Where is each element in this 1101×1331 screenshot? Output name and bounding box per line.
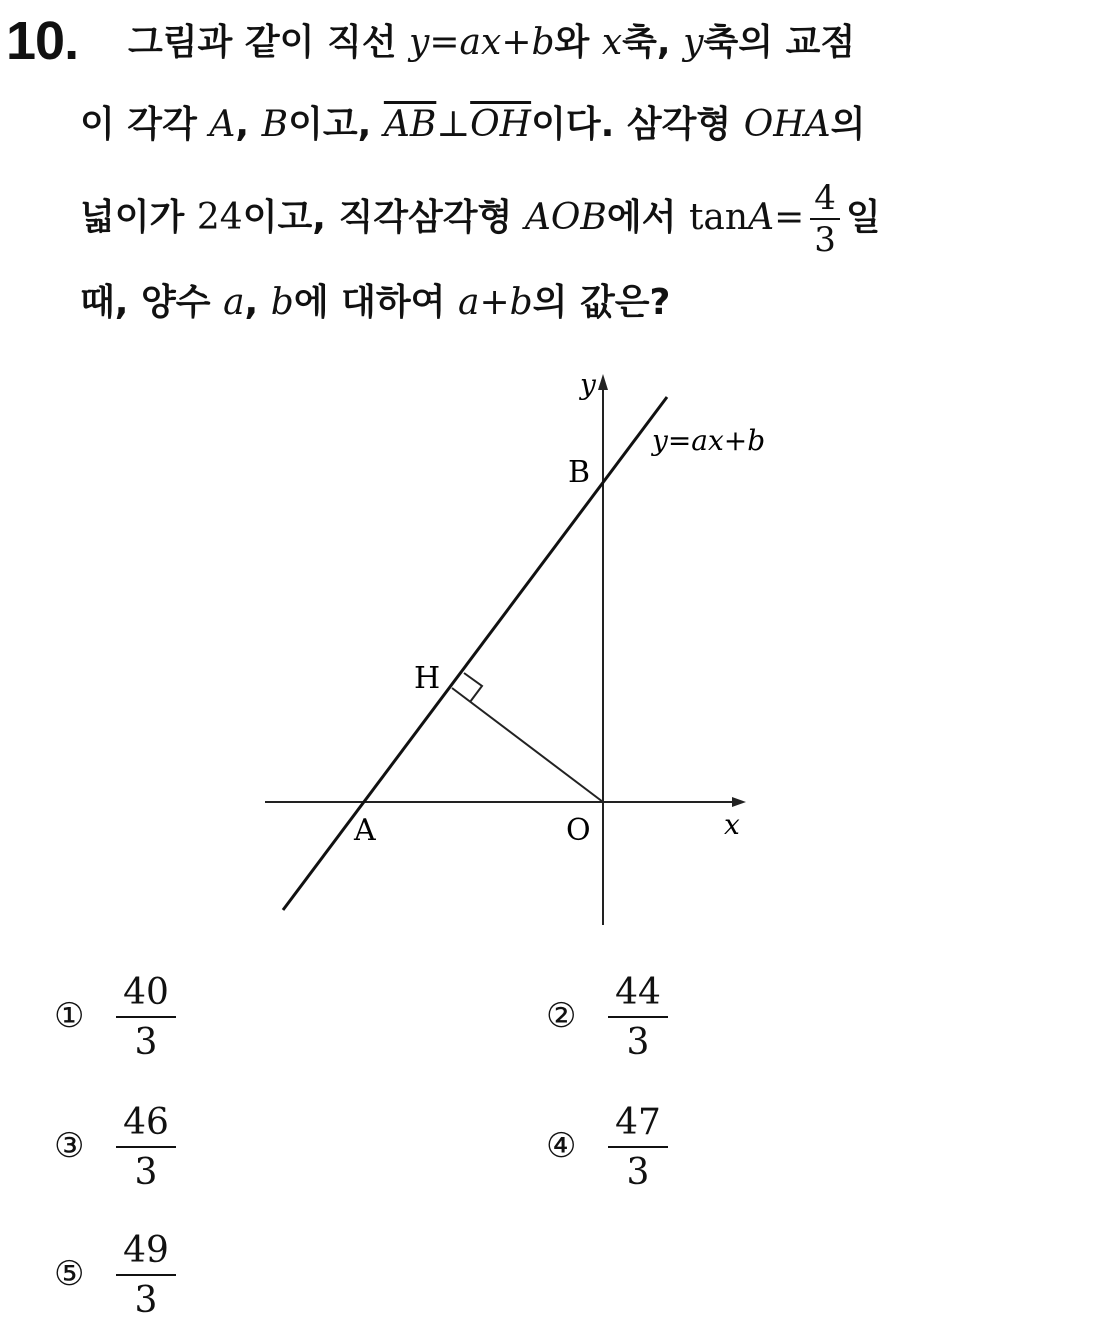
point-b-label: B bbox=[568, 455, 591, 490]
choice-fraction bbox=[116, 1100, 176, 1198]
math-y: y bbox=[683, 22, 704, 63]
text: 에서 bbox=[606, 197, 689, 238]
text: 그림과 같이 직선 bbox=[128, 22, 410, 63]
math-B: B bbox=[261, 104, 289, 145]
equals-sign: = bbox=[774, 197, 805, 238]
equation: y=ax+b bbox=[409, 22, 555, 63]
text: 에 대하여 bbox=[293, 282, 458, 323]
denominator: 3 bbox=[626, 1022, 650, 1063]
choice-fraction bbox=[116, 1228, 176, 1326]
tan-label: tan bbox=[688, 197, 749, 238]
math-A: A bbox=[209, 104, 236, 145]
text: 일 bbox=[845, 197, 881, 238]
math-x: x bbox=[601, 22, 623, 63]
question-number: 10. bbox=[6, 11, 79, 71]
text: , bbox=[244, 282, 271, 323]
text: 이 각각 bbox=[80, 104, 210, 145]
question-line-4 bbox=[80, 274, 670, 325]
numerator: 40 bbox=[116, 970, 176, 1018]
point-a-label: A bbox=[354, 813, 376, 848]
math-OHA: OHA bbox=[743, 104, 831, 145]
line-equation-label: y=ax+b bbox=[652, 424, 766, 457]
y-axis-label: y bbox=[580, 368, 596, 401]
math-a: a bbox=[223, 282, 245, 323]
math-A: A bbox=[748, 197, 775, 238]
choice-fraction bbox=[116, 970, 176, 1068]
text: 축, bbox=[622, 22, 684, 63]
text: 의 값은? bbox=[532, 282, 671, 323]
text: 축의 교점 bbox=[703, 22, 856, 63]
y-axis-arrow bbox=[598, 374, 608, 390]
math-AOB: AOB bbox=[524, 197, 607, 238]
choice-mark: ② bbox=[546, 996, 577, 1036]
right-angle-mark bbox=[464, 673, 482, 702]
text: 이다. 삼각형 bbox=[531, 104, 744, 145]
question-line-2 bbox=[80, 96, 865, 147]
math-24: 24 bbox=[196, 197, 243, 238]
denominator: 3 bbox=[814, 220, 836, 260]
choice-fraction bbox=[608, 1100, 668, 1198]
text: 와 bbox=[554, 22, 602, 63]
line-ax-plus-b bbox=[283, 397, 667, 910]
math-a-plus-b: a+b bbox=[457, 282, 533, 323]
segment-OH: $\overline{OH}$ bbox=[470, 104, 532, 145]
x-axis-arrow bbox=[732, 797, 746, 807]
math-b: b bbox=[270, 282, 294, 323]
point-o-label: O bbox=[566, 813, 591, 848]
denominator: 3 bbox=[626, 1152, 650, 1193]
fraction-4-3 bbox=[810, 178, 840, 260]
choice-fraction bbox=[608, 970, 668, 1068]
text: 때, 양수 bbox=[80, 282, 224, 323]
question-line-3 bbox=[80, 178, 881, 260]
point-h-label: H bbox=[414, 661, 441, 696]
text: , bbox=[235, 104, 262, 145]
text: 이고, 직각삼각형 bbox=[242, 197, 525, 238]
x-axis-label: x bbox=[724, 808, 740, 841]
text: 이고, bbox=[288, 104, 384, 145]
choice-mark: ③ bbox=[54, 1126, 85, 1166]
numerator: 44 bbox=[608, 970, 668, 1018]
segment-oh bbox=[452, 688, 603, 802]
numerator: 49 bbox=[116, 1228, 176, 1276]
choice-mark: ① bbox=[54, 996, 85, 1036]
denominator: 3 bbox=[134, 1022, 158, 1063]
numerator: 47 bbox=[608, 1100, 668, 1148]
text: 넓이가 bbox=[80, 197, 197, 238]
denominator: 3 bbox=[134, 1280, 158, 1321]
denominator: 3 bbox=[134, 1152, 158, 1193]
text: 의 bbox=[830, 104, 866, 145]
choice-mark: ⑤ bbox=[54, 1254, 85, 1294]
numerator: 46 bbox=[116, 1100, 176, 1148]
perp-symbol: ⊥ bbox=[436, 104, 471, 145]
segment-AB: $\overline{AB}$ bbox=[383, 104, 437, 145]
geometry-figure bbox=[250, 360, 810, 940]
numerator: 4 bbox=[810, 178, 840, 220]
question-line-1 bbox=[128, 14, 855, 65]
choice-mark: ④ bbox=[546, 1126, 577, 1166]
